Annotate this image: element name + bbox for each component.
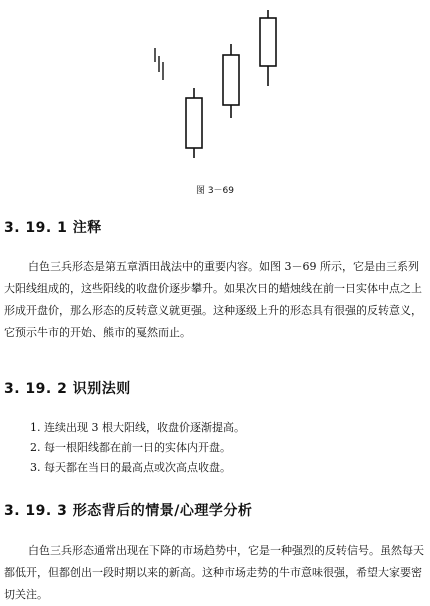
section-heading-rules: 3. 19. 2 识别法则 bbox=[4, 381, 131, 397]
rule-item-3: 3. 每天都在当日的最高点或次高点收盘。 bbox=[30, 461, 231, 474]
psychology-paragraph-text: 白色三兵形态通常出现在下降的市场趋势中，它是一种强烈的反转信号。虽然每天都低开，但都创出一段时期以来的新高。这种市场走势的牛市意味很强，希望大家要密切关注。 bbox=[4, 544, 424, 601]
psychology-paragraph bbox=[4, 540, 426, 606]
prior-downtrend-marks bbox=[155, 48, 163, 80]
recognition-rules-list bbox=[30, 418, 245, 478]
white-candle-1 bbox=[186, 88, 202, 158]
notes-paragraph bbox=[4, 256, 426, 344]
figure-caption: 图 3－69 bbox=[195, 186, 235, 196]
rule-item-2: 2. 每一根阳线都在前一日的实体内开盘。 bbox=[30, 441, 231, 454]
white-candle-2 bbox=[223, 44, 239, 118]
white-candle-3 bbox=[260, 10, 276, 86]
rule-item-1: 1. 连续出现 3 根大阳线，收盘价逐渐提高。 bbox=[30, 421, 245, 434]
section-heading-psychology: 3. 19. 3 形态背后的情景/心理学分析 bbox=[4, 503, 253, 519]
section-heading-notes: 3. 19. 1 注释 bbox=[4, 220, 102, 236]
notes-paragraph-text: 白色三兵形态是第五章酒田战法中的重要内容。如图 3－69 所示，它是由三系列大阳线组成的，这些阳线的收盘价逐步攀升。如果次日的蜡烛线在前一日实体中点之上形成开盘价，那么形态的反转意义就更强。这种逐级上升的形态具有很强的反转意义，它预示牛市的开始、熊市的戛然而止。 bbox=[4, 260, 422, 339]
candlestick-figure bbox=[0, 0, 430, 200]
